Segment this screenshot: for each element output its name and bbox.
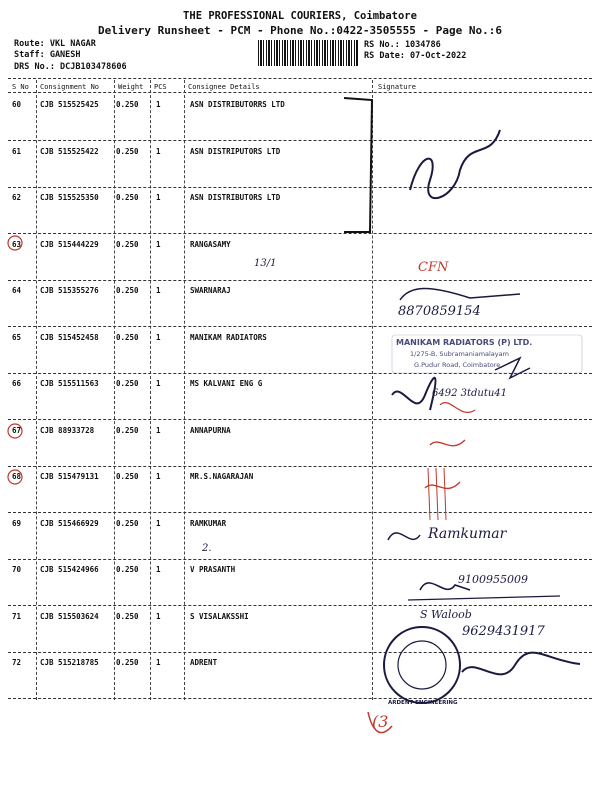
underline-70 (408, 596, 560, 600)
row-consignee: V PRASANTH (190, 565, 236, 574)
row-consignment: CJB 515444229 (40, 240, 99, 249)
row-consignee: SWARNARAJ (190, 286, 231, 295)
row-sno: 71 (12, 612, 22, 621)
row-sno: 67 (12, 426, 22, 435)
staff-label: Staff: GANESH (14, 50, 81, 60)
column-consignee: Consignee Details (188, 83, 260, 91)
row-sno: 64 (12, 286, 22, 295)
signature-red-68 (425, 482, 460, 488)
row-weight: 0.250 (116, 565, 139, 574)
row-pcs: 1 (156, 565, 161, 574)
row-consignment: CJB 515466929 (40, 519, 99, 528)
column-signature: Signature (378, 83, 416, 91)
row-pcs: 1 (156, 193, 161, 202)
rs-date: RS Date: 07-Oct-2022 (364, 51, 467, 61)
row-pcs: 1 (156, 147, 161, 156)
row-consignment: CJB 88933728 (40, 426, 95, 435)
phone-note-64: 8870859154 (398, 304, 481, 319)
row-sno: 70 (12, 565, 22, 574)
note-69: 2. (202, 543, 212, 554)
row-weight: 0.250 (116, 100, 139, 109)
row-consignment: CJB 515525425 (40, 100, 99, 109)
row-pcs: 1 (156, 658, 161, 667)
circle-mark-67 (8, 424, 22, 438)
row-consignee: RAMKUMAR (190, 519, 227, 528)
row-pcs: 1 (156, 333, 161, 342)
row-consignment: CJB 515424966 (40, 565, 99, 574)
row-consignment: CJB 515525350 (40, 193, 99, 202)
row-consignment: CJB 515503624 (40, 612, 99, 621)
row-sno: 61 (12, 147, 22, 156)
bracket-mark (344, 98, 372, 232)
column-weight: Weight (118, 83, 144, 91)
row-weight: 0.250 (116, 193, 139, 202)
phone-note-70: 9100955009 (458, 573, 528, 586)
name-note-69: Ramkumar (428, 526, 507, 542)
column-sno: S No (12, 83, 29, 91)
row-sno: 66 (12, 379, 22, 388)
bottom-mark: (3 (372, 712, 389, 731)
row-weight: 0.250 (116, 333, 139, 342)
row-consignee: ASN DISTRIPUTORS LTD (190, 147, 281, 156)
phone-note-66: 6492 3tdutu41 (432, 388, 508, 399)
cfn-note: CFN (418, 260, 449, 275)
signature-red-67 (430, 440, 465, 446)
phone-note-71: 9629431917 (462, 624, 545, 639)
row-consignee: RANGASAMY (190, 240, 231, 249)
row-weight: 0.250 (116, 658, 139, 667)
signature-red-marks (428, 468, 446, 520)
row-pcs: 1 (156, 472, 161, 481)
row-consignment: CJB 515218785 (40, 658, 99, 667)
column-pcs: PCS (154, 83, 167, 91)
signature-66 (392, 378, 435, 410)
rs-number: RS No.: 1034786 (364, 40, 441, 50)
circle-mark-68 (8, 470, 22, 484)
signature-60-62 (410, 130, 500, 198)
row-sno: 68 (12, 472, 22, 481)
drs-label: DRS No.: DCJB103478606 (14, 62, 127, 72)
row-pcs: 1 (156, 379, 161, 388)
row-consignee: MANIKAM RADIATORS (190, 333, 267, 342)
row-consignment: CJB 515511563 (40, 379, 99, 388)
row-consignee: ASN DISTRIBUTORS LTD (190, 193, 281, 202)
signature-64 (400, 288, 520, 300)
row-sno: 62 (12, 193, 22, 202)
row-consignee: MS KALVANI ENG G (190, 379, 263, 388)
row-sno: 63 (12, 240, 22, 249)
row-pcs: 1 (156, 240, 161, 249)
name-note-71: S Waloob (420, 608, 472, 621)
row-pcs: 1 (156, 100, 161, 109)
circle-mark-63 (8, 236, 22, 250)
row-pcs: 1 (156, 519, 161, 528)
row-weight: 0.250 (116, 379, 139, 388)
row-sno: 69 (12, 519, 22, 528)
stamp-manikam-line3: G.Pudur Road, Coimbatore (414, 361, 501, 369)
row-sno: 72 (12, 658, 22, 667)
column-consignment: Consignment No (40, 83, 100, 91)
signature-red-65 (440, 403, 475, 413)
signature-69 (388, 533, 420, 540)
row-consignment: CJB 515525422 (40, 147, 99, 156)
row-consignee: ASN DISTRIBUTORRS LTD (190, 100, 285, 109)
row-weight: 0.250 (116, 240, 139, 249)
row-consignee: ANNAPURNA (190, 426, 231, 435)
row-consignment: CJB 515355276 (40, 286, 99, 295)
document-subtitle: Delivery Runsheet - PCM - Phone No.:0422-3505555 - Page No.:6 (98, 24, 502, 37)
note-63: 13/1 (254, 258, 277, 269)
row-weight: 0.250 (116, 519, 139, 528)
row-pcs: 1 (156, 286, 161, 295)
row-weight: 0.250 (116, 147, 139, 156)
row-consignee: S VISALAKSSHI (190, 612, 249, 621)
row-sno: 60 (12, 100, 22, 109)
stamp-ardent-outer (384, 627, 460, 703)
row-consignee: ADRENT (190, 658, 218, 667)
document-title: THE PROFESSIONAL COURIERS, Coimbatore (183, 10, 417, 22)
row-weight: 0.250 (116, 472, 139, 481)
row-weight: 0.250 (116, 286, 139, 295)
stamp-manikam-line2: 1/275-B, Subramaniamalayam (410, 350, 509, 358)
row-pcs: 1 (156, 426, 161, 435)
stamp-manikam-line1: MANIKAM RADIATORS (P) LTD. (396, 338, 533, 347)
row-consignment: CJB 515452458 (40, 333, 99, 342)
row-sno: 65 (12, 333, 22, 342)
signature-72 (462, 653, 580, 675)
row-consignment: CJB 515479131 (40, 472, 99, 481)
row-weight: 0.250 (116, 612, 139, 621)
stamp-ardent-inner (398, 641, 446, 689)
route-label: Route: VKL NAGAR (14, 39, 96, 49)
row-weight: 0.250 (116, 426, 139, 435)
row-consignee: MR.S.NAGARAJAN (190, 472, 254, 481)
stamp-ardent-text: ARDENT ENGINEERING (388, 700, 458, 706)
row-pcs: 1 (156, 612, 161, 621)
